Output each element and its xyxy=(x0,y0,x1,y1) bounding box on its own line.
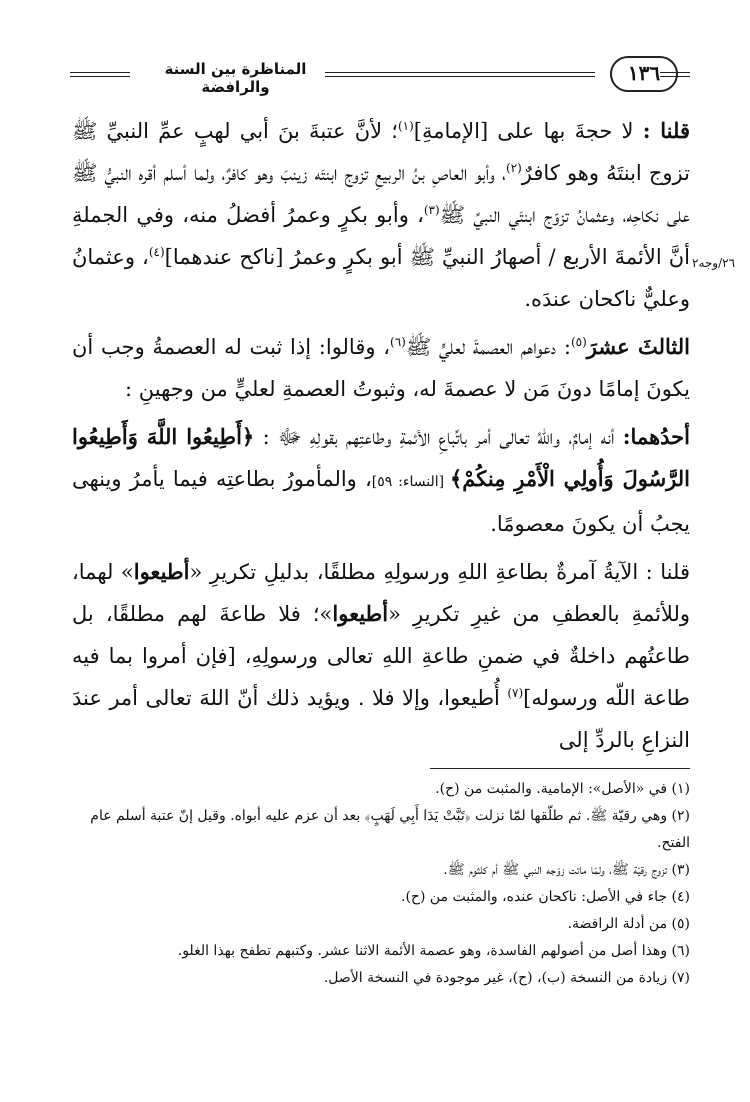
paragraph-4 xyxy=(72,551,690,761)
page-number: ١٣٦ xyxy=(610,56,678,92)
footnote: (٤) جاء في الأصل: ناكحان عنده، والمثبت من (ح). xyxy=(401,889,690,905)
footnote: (١) في «الأصل»: الإمامية. والمثبت من (ح). xyxy=(435,781,690,797)
footnote-ref: (٤) xyxy=(148,245,165,259)
paragraph-text: ، وأبو العاصِ بنُ الربيعِ تزوج ابنتَه زينبَ وهو كافرٌ، ولما أسلم أقره النبيُّ ﷺ على نكاحِه، وعثمانُ تزوّج ابنتَي النبيِّ ﷺ xyxy=(72,161,690,227)
paragraph-text: : دعواهم العصمةَ لعليٍّ ﷺ xyxy=(405,335,571,359)
paragraph-lead: قلنا : xyxy=(642,118,690,143)
footnote-ref: (٣) xyxy=(423,203,440,217)
paragraph-3 xyxy=(72,416,690,545)
manuscript-folio-note: ٢٦/وجه٢ xyxy=(692,256,736,270)
paragraph-lead: أحدُهما: xyxy=(622,424,691,449)
footnote-ref: (٦) xyxy=(390,335,406,349)
paragraph-text: ، والمأمورُ بطاعتِه فيما يأمرُ وينهى يجبُ أن يكونَ معصومًا. xyxy=(72,467,690,536)
paragraph-text: أنه إمامٌ، واللهُ تعالى أمر باتِّباعِ الأئمةِ وطاعتِهم بقولِهِ ﷻ : xyxy=(262,425,623,449)
footnotes xyxy=(72,776,690,992)
footnote-ref: (١) xyxy=(397,119,414,133)
verse-reference: [النساء: ٥٩] xyxy=(371,474,450,490)
paragraph-text: أُطيعوا، وإلا فلا . ويؤيد ذلك أنّ اللهَ تعالى أمر عندَ النزاعِ بالردِّ إلى xyxy=(72,686,690,752)
footnote: (٥) من أدلة الرافضة. xyxy=(567,916,690,932)
footnote-ref: (٢) xyxy=(505,161,522,175)
paragraph-text: لا حجةَ بها على [الإمامةِ] xyxy=(413,119,643,143)
paragraph-2 xyxy=(72,326,690,410)
paragraph-text: ، وعثمانُ وعليٌّ ناكحان عندَه. xyxy=(72,245,690,311)
footnote: (٧) زيادة من النسخة (ب)، (ح)، غير موجودة في النسخة الأصل. xyxy=(323,970,690,986)
paragraph-text: ، وقالوا: إذا ثبت له العصمةُ وجب أن يكونَ إمامًا دونَ مَن لا عصمةَ له، وثبوتُ العصمةِ لعليٍّ من وجهينِ : xyxy=(72,335,690,401)
book-title: المناظرة بين السنة والرافضة xyxy=(164,60,307,96)
bold-word: أطيعوا xyxy=(133,559,190,584)
footnote-ref: (٧) xyxy=(507,686,524,700)
paragraph-text: قلنا : الآيةُ آمرةٌ بطاعةِ اللهِ ورسولِهِ مطلقًا، بدليلِ تكريرِ « xyxy=(189,560,690,584)
paragraph-text: ، وأبو بكرٍ وعمرُ أفضلُ منه، وفي الجملةِ أنَّ الأئمةَ الأربع / أصهارُ النبيِّ ﷺ أبو بكرٍ وعمرُ [ناكح عندهما] xyxy=(72,203,690,269)
footnote: (٣) تزوج رقيّة ﷺ، ولمّا ماتت زوّجه النبي ﷺ أم كلثوم ﷺ. xyxy=(443,862,690,878)
paragraph-text: ؛ لأنَّ عتبةَ بنَ أبي لهبٍ عمِّ النبيِّ ﷺ تزوج ابنتَهُ وهو كافرٌ xyxy=(72,119,690,185)
page-header xyxy=(70,56,690,96)
main-text xyxy=(72,110,690,767)
header-rule-right xyxy=(660,72,690,77)
header-rule-left xyxy=(70,72,130,77)
paragraph-lead: الثالثَ عشرَ xyxy=(586,334,690,359)
footnote-ref: (٥) xyxy=(570,335,587,349)
footnote-divider xyxy=(430,768,690,769)
footnote: (٦) وهذا أصل من أصولهم الفاسدة، وهو عصمة الأئمة الاثنا عشر. وكتبهم تطفح بهذا الغلو. xyxy=(177,943,690,959)
header-rule-middle xyxy=(325,72,595,77)
paragraph-text: »؛ فلا طاعةَ لهم مطلقًا، بل طاعتُهم داخلةٌ في ضمنِ طاعةِ اللهِ تعالى ورسولِهِ، [فإن أمروا بما فيه طاعة اللّه ورسوله] xyxy=(72,602,690,710)
paragraph-1 xyxy=(72,110,690,320)
quran-verse: ﴿أَطِيعُوا اللَّهَ وَأَطِيعُوا الرَّسُولَ وَأُولِي الْأَمْرِ مِنكُمْ﴾ xyxy=(72,424,690,491)
footnote: (٢) وهي رقيّة ﷺ. ثم طلّقها لمّا نزلت ﴿تَبَّتْ يَدَا أَبِي لَهَبٍ﴾ بعد أن عزم عليه أبواه. وقيل إنّ عتبة أسلم عام الفتح. xyxy=(90,808,690,851)
paragraph-text: » لهما، وللأئمةِ بالعطفِ من غيرِ تكريرِ « xyxy=(72,560,690,626)
bold-word: أطيعوا xyxy=(332,601,389,626)
